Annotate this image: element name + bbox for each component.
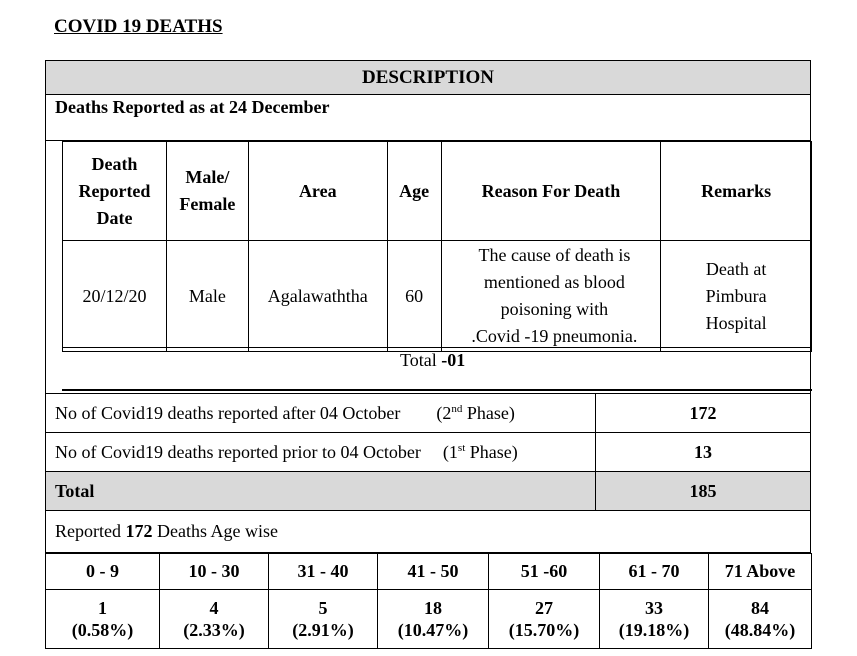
record-area: Agalawaththa <box>248 241 387 352</box>
age-range: 41 - 50 <box>378 554 489 590</box>
record-sex: Male <box>166 241 248 352</box>
record-total: Total -01 <box>400 350 466 370</box>
description-header: DESCRIPTION <box>45 60 811 95</box>
summary-after-value: 172 <box>596 394 811 433</box>
record-age: 60 <box>387 241 441 352</box>
detail-header-row <box>63 142 812 241</box>
age-range: 10 - 30 <box>160 554 269 590</box>
summary-row-total <box>46 472 811 511</box>
record-reason: The cause of death is mentioned as blood poisoning with .Covid -19 pneumonia. <box>441 241 661 352</box>
deaths-report-frame <box>45 60 811 649</box>
age-count-row <box>46 590 812 649</box>
col-header-date: Death Reported Date <box>63 142 167 241</box>
summary-row-prior <box>46 433 811 472</box>
summary-prior-value: 13 <box>596 433 811 472</box>
age-count-cell: 1 (0.58%) <box>46 590 160 649</box>
col-header-reason: Reason For Death <box>441 142 661 241</box>
col-header-remarks: Remarks <box>661 142 812 241</box>
summary-table <box>45 393 811 511</box>
record-remarks: Death at Pimbura Hospital <box>661 241 812 352</box>
col-header-age: Age <box>387 142 441 241</box>
col-header-sex: Male/ Female <box>166 142 248 241</box>
death-detail-section <box>45 141 811 393</box>
age-breakdown-table <box>45 553 812 649</box>
age-range: 51 -60 <box>489 554 600 590</box>
summary-after-label: No of Covid19 deaths reported after 04 October (2nd Phase) <box>46 394 596 433</box>
table-row <box>63 241 812 352</box>
age-range: 0 - 9 <box>46 554 160 590</box>
age-range: 31 - 40 <box>269 554 378 590</box>
age-count-cell: 5 (2.91%) <box>269 590 378 649</box>
age-count-cell: 33 (19.18%) <box>600 590 709 649</box>
col-header-area: Area <box>248 142 387 241</box>
phase-2-label: (2nd Phase) <box>436 402 515 423</box>
age-caption: Reported 172 Deaths Age wise <box>45 511 811 553</box>
record-date: 20/12/20 <box>63 241 167 352</box>
age-count-cell: 27 (15.70%) <box>489 590 600 649</box>
record-total-row <box>62 347 812 391</box>
summary-total-value: 185 <box>596 472 811 511</box>
age-count-cell: 84 (48.84%) <box>709 590 812 649</box>
age-count-cell: 18 (10.47%) <box>378 590 489 649</box>
summary-prior-label: No of Covid19 deaths reported prior to 04 October (1st Phase) <box>46 433 596 472</box>
age-count-cell: 4 (2.33%) <box>160 590 269 649</box>
phase-1-label: (1st Phase) <box>442 441 518 462</box>
document-title: COVID 19 DEATHS <box>54 16 223 37</box>
reported-as-at: Deaths Reported as at 24 December <box>45 95 811 141</box>
age-range-row <box>46 554 812 590</box>
summary-row-after <box>46 394 811 433</box>
age-range: 61 - 70 <box>600 554 709 590</box>
summary-total-label: Total <box>46 472 596 511</box>
age-range: 71 Above <box>709 554 812 590</box>
death-detail-table <box>62 141 812 352</box>
